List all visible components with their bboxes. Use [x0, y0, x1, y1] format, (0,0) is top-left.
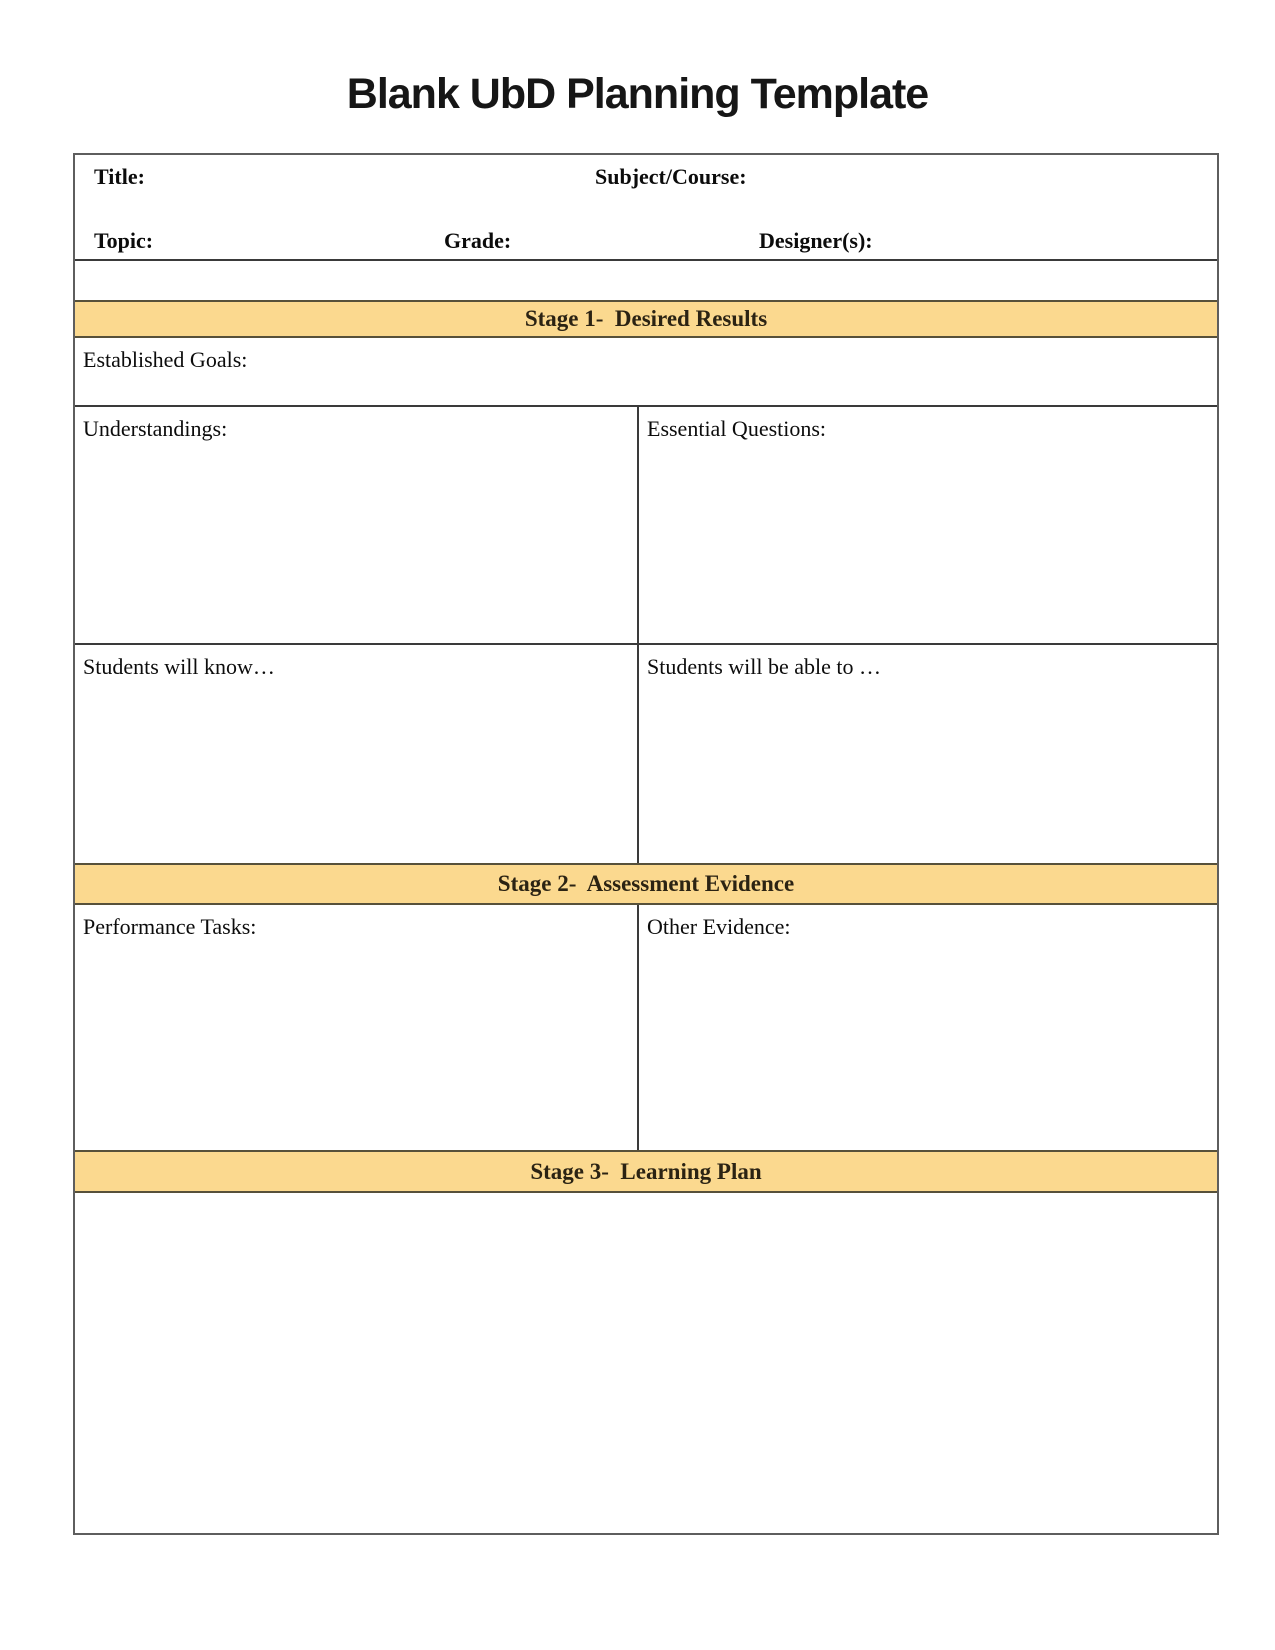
students-will-know-cell — [75, 645, 639, 863]
understandings-cell — [75, 407, 639, 643]
performance-tasks-cell — [75, 905, 639, 1150]
page-title: Blank UbD Planning Template — [346, 70, 929, 118]
learning-plan-cell — [75, 1193, 1217, 1533]
topic-label: Topic: — [94, 228, 154, 253]
established-goals-label: Established Goals: — [83, 347, 248, 372]
other-evidence-label: Other Evidence: — [647, 914, 791, 939]
understandings-row — [75, 405, 1217, 643]
students-will-be-able-label: Students will be able to … — [647, 654, 882, 679]
essential-questions-cell — [639, 407, 1217, 643]
ubd-template-table — [73, 153, 1219, 1535]
students-row — [75, 643, 1217, 863]
performance-tasks-label: Performance Tasks: — [83, 914, 257, 939]
stage3-header-label: Stage 3- Learning Plan — [530, 1158, 762, 1184]
students-will-know-label: Students will know… — [83, 654, 275, 679]
established-goals-cell — [75, 338, 1217, 405]
understandings-label: Understandings: — [83, 416, 228, 441]
grade-label: Grade: — [444, 228, 512, 253]
essential-questions-label: Essential Questions: — [647, 416, 827, 441]
stage1-header-label: Stage 1- Desired Results — [524, 306, 768, 331]
stage2-header-band — [75, 863, 1217, 905]
stage3-header-band — [75, 1150, 1217, 1193]
stage1-header-band — [75, 300, 1217, 338]
assessment-row — [75, 905, 1217, 1150]
designers-label: Designer(s): — [759, 228, 873, 253]
students-will-be-able-cell — [639, 645, 1217, 863]
stage2-header-label: Stage 2- Assessment Evidence — [497, 871, 795, 896]
header-info-row — [75, 155, 1217, 259]
spacer-row — [75, 259, 1217, 300]
other-evidence-cell — [639, 905, 1217, 1150]
subject-course-label: Subject/Course: — [595, 164, 747, 189]
title-label: Title: — [94, 164, 145, 189]
